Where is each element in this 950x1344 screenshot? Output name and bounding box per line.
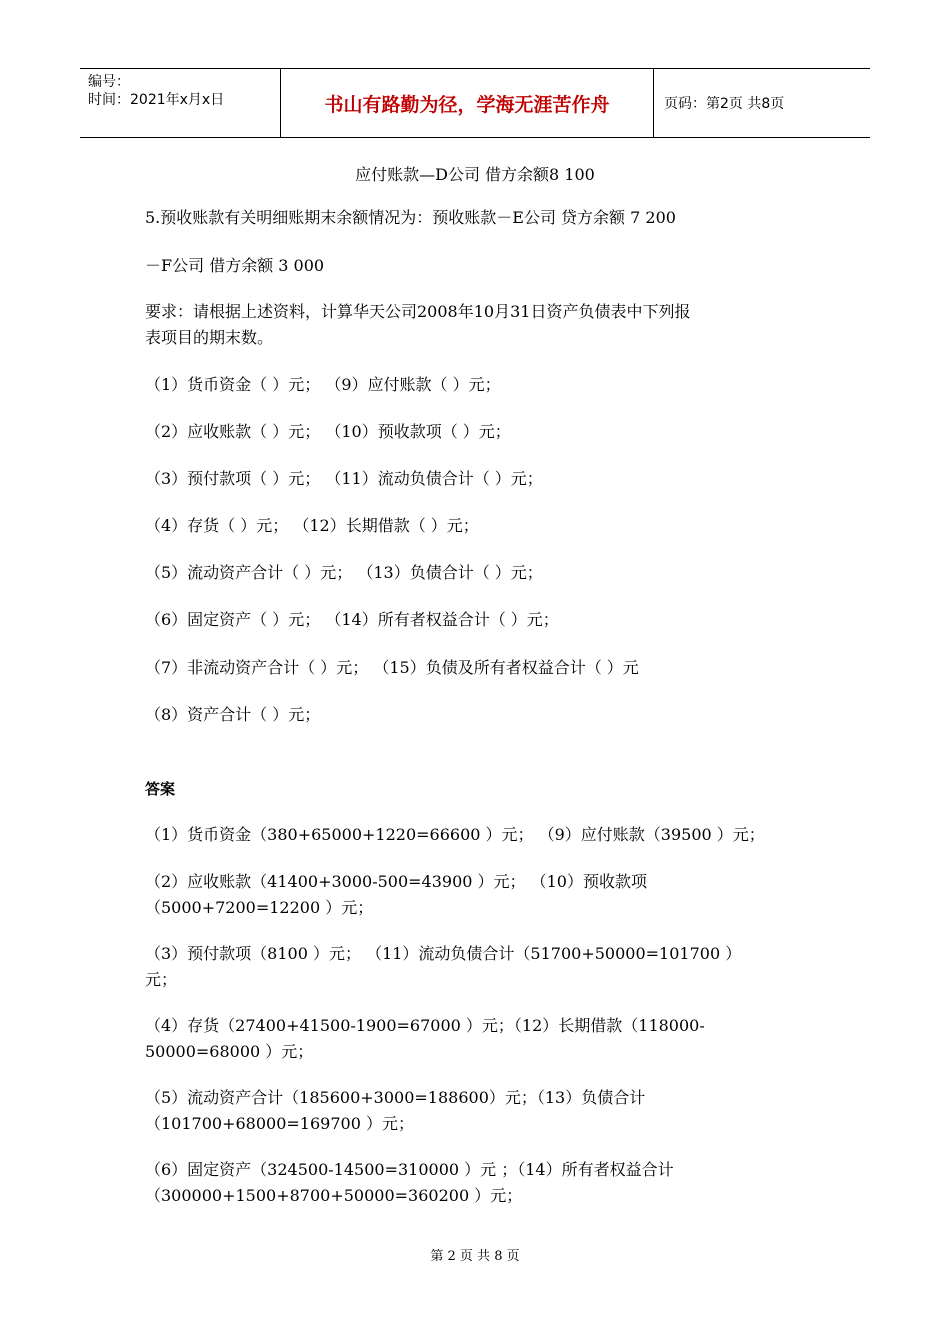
question-8: （8）资产合计（ ）元； — [145, 705, 321, 724]
question-2: （2）应收账款（ ）元； （10）预收款项（ ）元； — [145, 422, 511, 441]
date-label: 时间：2021年x月x日 — [88, 92, 225, 108]
requirement-line-a: 要求：请根据上述资料，计算华天公司2008年10月31日资产负债表中下列报 — [145, 302, 691, 321]
answer-2-line-a: （2）应收账款（41400+3000-500=43900 ）元； （10）预收款项 — [145, 872, 647, 891]
answer-4-line-b: 50000=68000 ）元； — [145, 1042, 314, 1061]
page-footer: 第 2 页 共 8 页 — [430, 1249, 520, 1264]
question-4: （4）存货（ ）元； （12）长期借款（ ）元； — [145, 516, 479, 535]
answer-1: （1）货币资金（380+65000+1220=66600 ）元； （9）应付账款（39500 ）元； — [145, 825, 765, 844]
header-motto: 书山有路勤为径，学海无涯苦作舟 — [281, 69, 654, 137]
question-6: （6）固定资产（ ）元； （14）所有者权益合计（ ）元； — [145, 610, 559, 629]
question-7: （7）非流动资产合计（ ）元； （15）负债及所有者权益合计（ ）元 — [145, 658, 639, 677]
question-5: （5）流动资产合计（ ）元； （13）负债合计（ ）元； — [145, 563, 543, 582]
answer-6-line-a: （6）固定资产（324500-14500=310000 ）元 ；（14）所有者权益合计 — [145, 1160, 674, 1179]
answer-2-line-b: （5000+7200=12200 ）元； — [145, 898, 374, 917]
answer-title: 答案 — [145, 780, 176, 798]
payable-d-line: 应付账款—D公司 借方余额8 100 — [355, 165, 595, 184]
answer-5-line-b: （101700+68000=169700 ）元； — [145, 1114, 414, 1133]
answer-5-line-a: （5）流动资产合计（185600+3000=188600）元；（13）负债合计 — [145, 1088, 646, 1107]
item5-line-a: 5.预收账款有关明细账期末余额情况为：预收账款－E公司 贷方余额 7 200 — [145, 208, 676, 227]
header-page-info: 页码：第2页 共8页 — [664, 96, 785, 112]
question-3: （3）预付款项（ ）元； （11）流动负债合计（ ）元； — [145, 469, 543, 488]
item5-line-b: －F公司 借方余额 3 000 — [145, 256, 325, 275]
question-1: （1）货币资金（ ）元； （9）应付账款（ ）元； — [145, 375, 501, 394]
requirement-line-b: 表项目的期末数。 — [145, 328, 274, 347]
number-label: 编号： — [88, 74, 130, 90]
answer-3-line-a: （3）预付款项（8100 ）元； （11）流动负债合计（51700+50000=101700 ） — [145, 944, 742, 963]
answer-3-line-b: 元； — [145, 970, 178, 989]
header-meta — [80, 69, 281, 137]
page-header — [80, 68, 870, 138]
answer-6-line-b: （300000+1500+8700+50000=360200 ）元； — [145, 1186, 523, 1205]
answer-4-line-a: （4）存货（27400+41500-1900=67000 ）元；（12）长期借款（118000- — [145, 1016, 705, 1035]
